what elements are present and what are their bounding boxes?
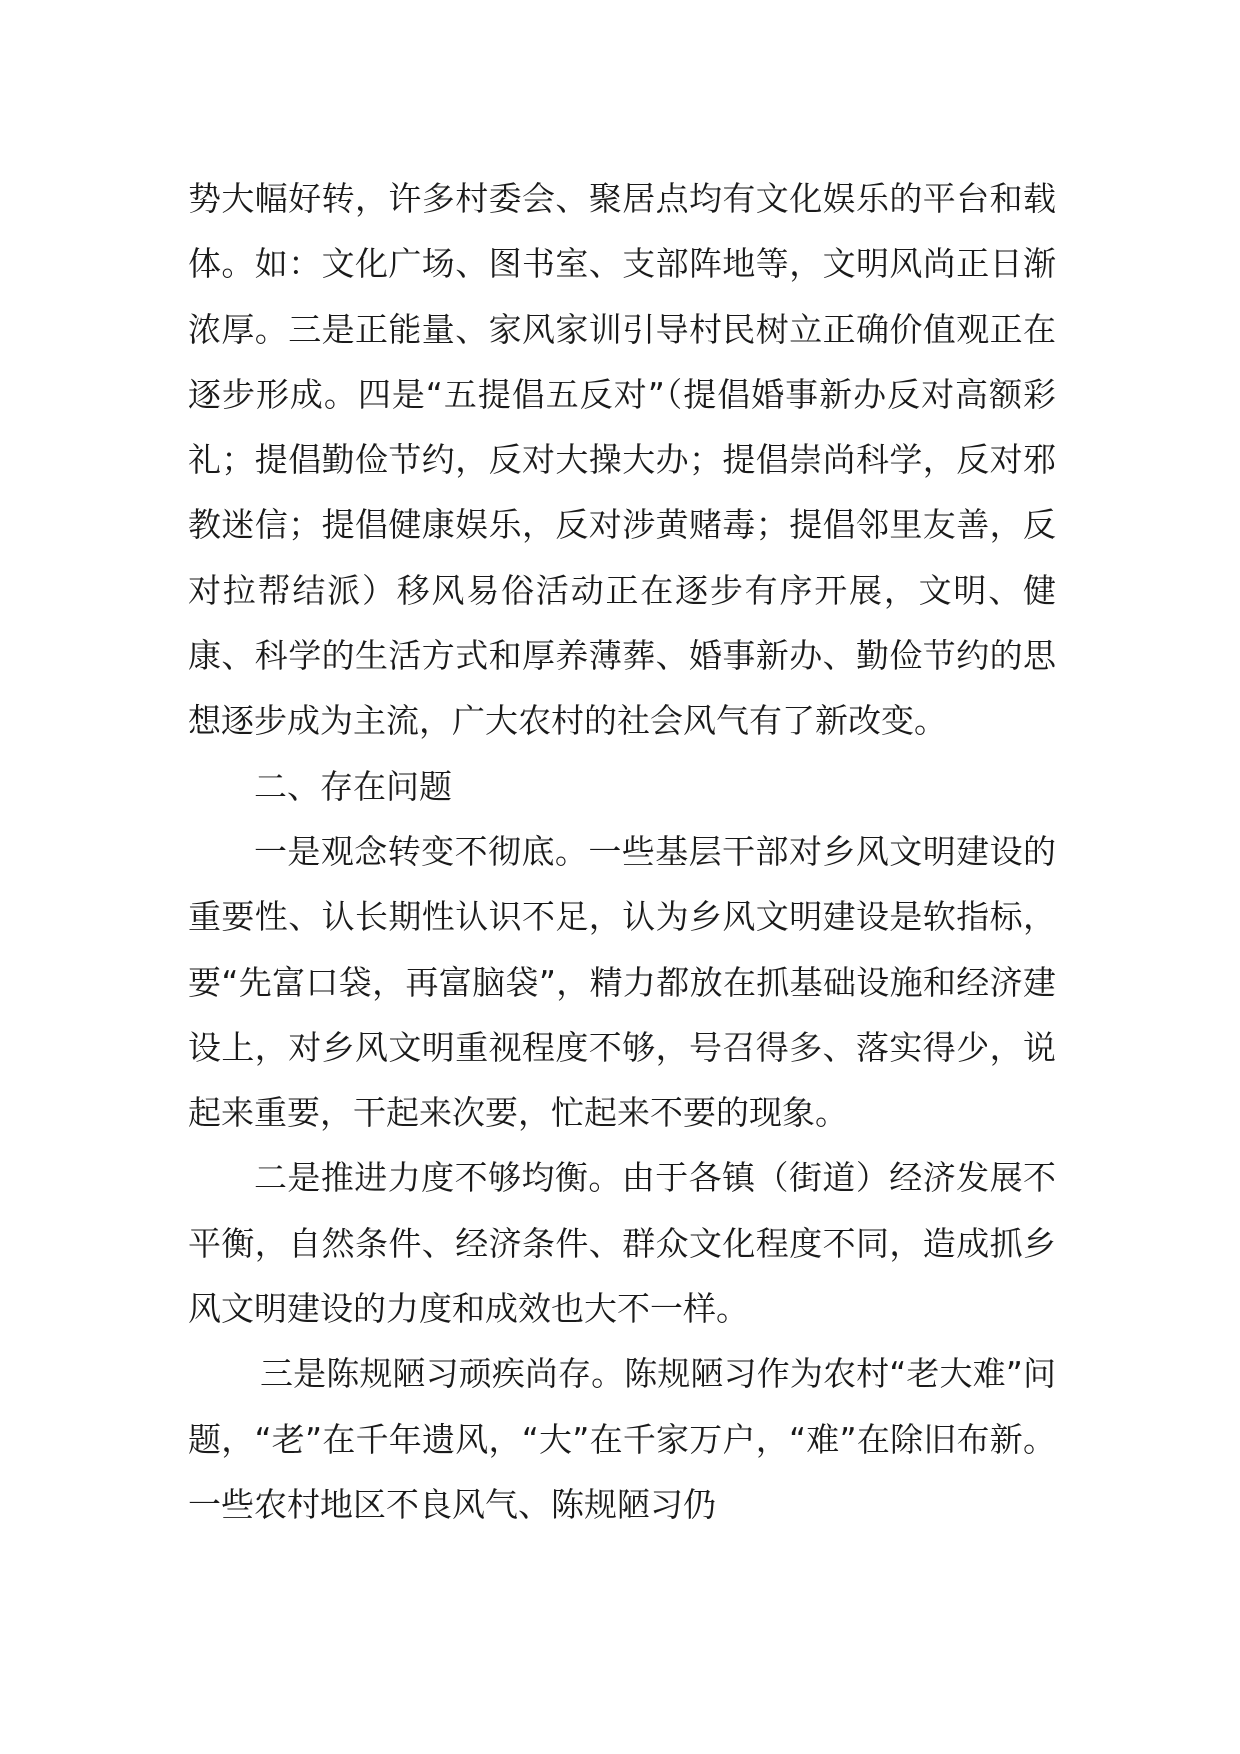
paragraph-continuation: 势大幅好转，许多村委会、聚居点均有文化娱乐的平台和载体。如：文化广场、图书室、支部阵地等，文明风尚正日渐浓厚。三是正能量、家风家训引导村民树立正确价值观正在逐步形成。四是“五提倡五反对”（提倡婚事新办反对高额彩礼；提倡勤俭节约，反对大操大办；提倡崇尚科学，反对邪教迷信；提倡健康娱乐，反对涉黄赌毒；提倡邻里友善，反对拉帮结派）移风易俗活动正在逐步有序开展，文明、健康、科学的生活方式和厚养薄葬、婚事新办、勤俭节约的思想逐步成为主流，广大农村的社会风气有了新改变。 bbox=[188, 179, 1056, 741]
paragraph-problem-two: 二是推进力度不够均衡。由于各镇（街道）经济发展不平衡，自然条件、经济条件、群众文化程度不同，造成抓乡风文明建设的力度和成效也大不一样。 bbox=[188, 1158, 1056, 1329]
document-body bbox=[188, 166, 1056, 1537]
paragraph-problem-one: 一是观念转变不彻底。一些基层干部对乡风文明建设的重要性、认长期性认识不足，认为乡风文明建设是软指标，要“先富口袋，再富脑袋”，精力都放在抓基础设施和经济建设上，对乡风文明重视程度不够，号召得多、落实得少，说起来重要，干起来次要，忙起来不要的现象。 bbox=[188, 831, 1056, 1133]
section-heading-problems: 二、存在问题 bbox=[254, 766, 452, 806]
paragraph-problem-three: 三是陈规陋习顽疾尚存。陈规陋习作为农村“老大难”问题，“老”在千年遗风，“大”在千家万户，“难”在除旧布新。一些农村地区不良风气、陈规陋习仍 bbox=[188, 1354, 1056, 1524]
